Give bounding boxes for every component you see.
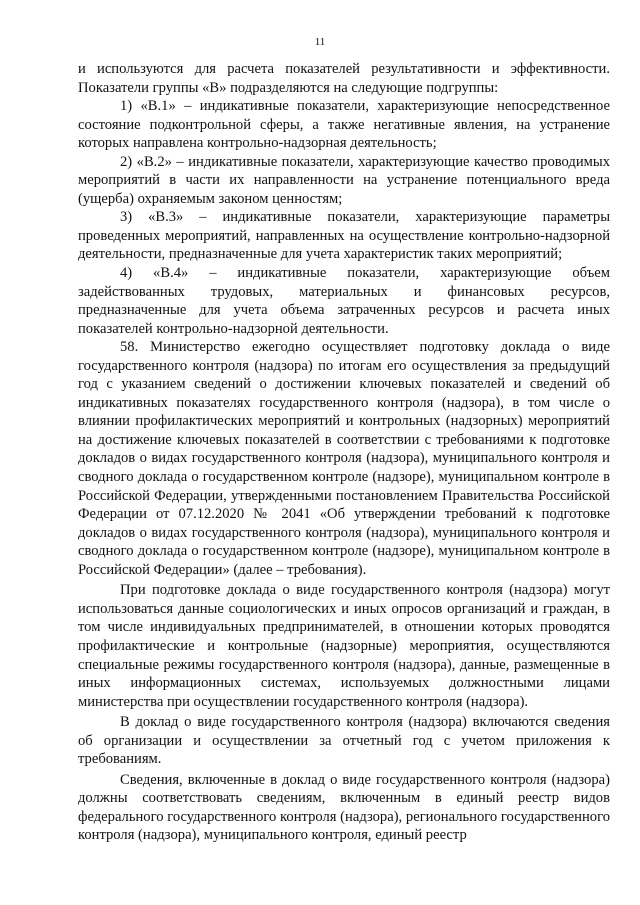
paragraph-report-data-sources: При подготовке доклада о виде государственного контроля (надзора) могут использоваться данные социологических и иных опросов организаций и граждан, в том числе индивидуальных предпринимателей, в отношении которых проводятся профилактические и контрольные (надзорные) мероприятия, осуществляются специальные режимы государственного контроля (надзора), данные, размещенные в иных информационных системах, используемых должностными лицами министерства при осуществлении государственного контроля (надзора).: [78, 582, 610, 710]
list-item-v1: 1) «В.1» – индикативные показатели, характеризующие непосредственное состояние подконтрольной сферы, а также негативные явления, на устранение которых направлена контрольно-надзорная деятельность;: [78, 98, 610, 152]
document-body: [78, 60, 610, 845]
paragraph-intro: и используются для расчета показателей результативности и эффективности. Показатели группы «В» подразделяются на следующие подгруппы:: [78, 61, 610, 96]
page-number: 11: [314, 36, 326, 48]
list-item-v3: 3) «В.3» – индикативные показатели, характеризующие параметры проведенных мероприятий, направленных на осуществление контрольно-надзорной деятельности, предназначенные для учета характеристик таких мероприятий;: [78, 209, 610, 263]
paragraph-58: 58. Министерство ежегодно осуществляет подготовку доклада о виде государственного контроля (надзора) по итогам его осуществления за предыдущий год с указанием сведений о достижении ключевых показателей и сведений об индикативных показателях государственного контроля (надзора), в том числе о влиянии профилактических мероприятий и контрольных (надзорных) мероприятий на достижение ключевых показателей в соответствии с требованиями к подготовке докладов о видах государственного контроля (надзора), муниципального контроля и сводного доклада о государственном контроле (надзоре), муниципальном контроле в Российской Федерации, утвержденными постановлением Правительства Российской Федерации от 07.12.2020 № 2041 «Об утверждении требований к подготовке докладов о видах государственного контроля (надзора), муниципального контроля и сводного доклада о государственном контроле (надзоре), муниципальном контроле в Российской Федерации» (далее – требования).: [78, 339, 610, 578]
list-item-v4: 4) «В.4» – индикативные показатели, характеризующие объем задействованных трудовых, материальных и финансовых ресурсов, предназначенные для учета объема затраченных ресурсов и расчета иных показателей контрольно-надзорной деятельности.: [78, 265, 610, 337]
paragraph-report-contents: В доклад о виде государственного контроля (надзора) включаются сведения об организации и осуществлении за отчетный год с учетом приложения к требованиям.: [78, 714, 610, 768]
list-item-v2: 2) «В.2» – индикативные показатели, характеризующие качество проводимых мероприятий в части их направленности на устранение потенциального вреда (ущерба) охраняемым законом ценностям;: [78, 153, 610, 207]
paragraph-report-consistency: Сведения, включенные в доклад о виде государственного контроля (надзора) должны соответствовать сведениям, включенным в единый реестр видов федерального государственного контроля (надзора), регионального государственного контроля (надзора), муниципального контроля, единый реестр: [78, 771, 610, 844]
